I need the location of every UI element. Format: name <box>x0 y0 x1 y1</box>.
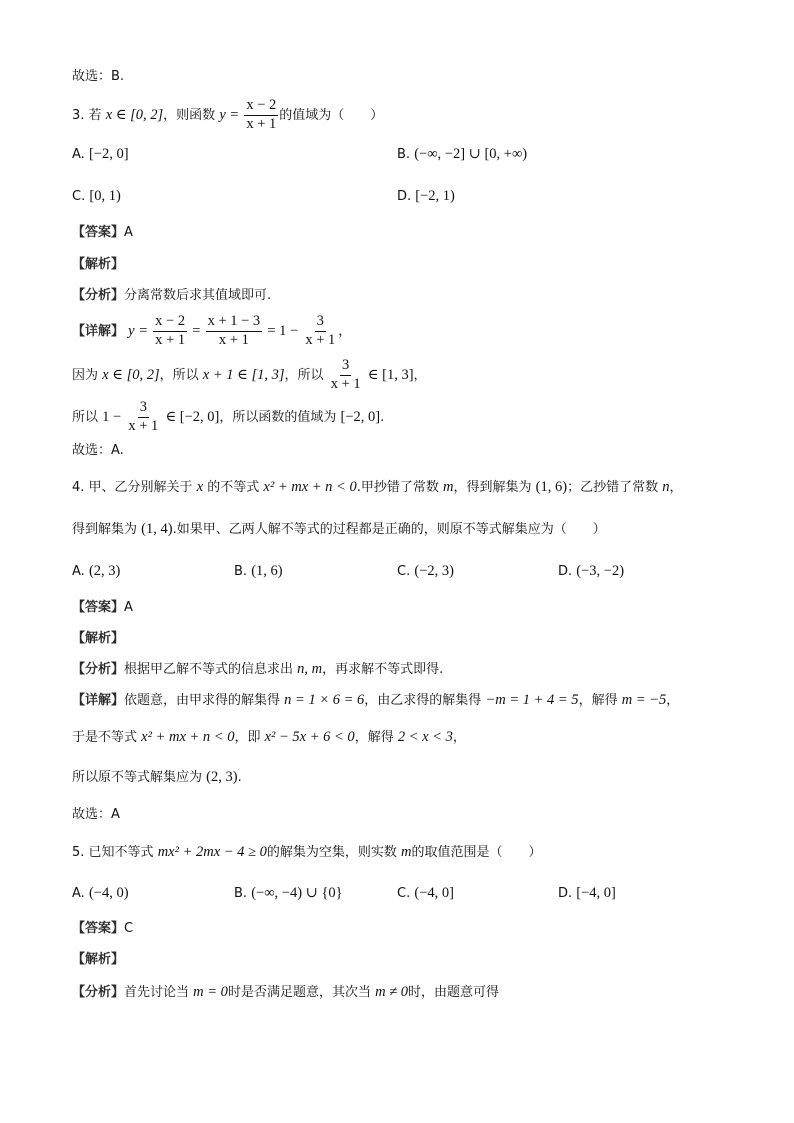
option-value: (−∞, −2] ∪ [0, +∞) <box>414 146 528 162</box>
q4-l1-t1: 4. 甲、乙分别解关于 <box>72 480 193 495</box>
xiangjie-tag: 【详解】 <box>72 693 125 708</box>
q5-ineq: mx² + 2mx − 4 ≥ 0 <box>157 844 267 860</box>
answer-tag: 【答案】 <box>72 600 125 615</box>
detail2-t2: ，即 <box>234 730 261 745</box>
q4-l1-t3: .甲抄错了常数 <box>356 480 439 495</box>
option-value: [−2, 1) <box>415 188 455 204</box>
step3-fraction <box>126 400 160 435</box>
analysis-tag: 【解析】 <box>72 952 125 967</box>
q5-t1: 5. 已知不等式 <box>72 845 154 860</box>
option-label: D. <box>397 189 412 204</box>
fenxi-m2: m ≠ 0 <box>375 984 409 1000</box>
q3-answer <box>72 226 133 239</box>
step3-t3: . <box>380 409 385 425</box>
fraction-num: 3 <box>138 400 149 418</box>
q3-fenxi <box>72 289 271 302</box>
fraction-den: x + 1 <box>305 331 336 348</box>
q3-func-lhs: y = <box>219 106 240 123</box>
option-label: C. <box>397 886 411 901</box>
q5-t3: 的取值范围是（ ） <box>411 845 542 860</box>
fenxi-t1: 首先讨论当 <box>124 985 190 1000</box>
q3-detail-step2 <box>72 358 427 393</box>
q5-option-b <box>234 886 343 901</box>
q5-fenxi <box>72 985 499 1000</box>
detail2-m3: 2 < x < 3 <box>397 729 453 745</box>
q3-func-num: x − 2 <box>244 98 278 116</box>
option-value: (−3, −2) <box>576 563 625 579</box>
fraction-den: x + 1 <box>218 331 249 348</box>
xiangjie-tag: 【详解】 <box>72 323 125 339</box>
option-label: B. <box>234 564 248 579</box>
q5-option-d <box>558 886 616 901</box>
option-value: [−4, 0] <box>576 885 616 901</box>
step1-eq2: = 1 − <box>267 322 299 339</box>
fenxi-t2: ，再求解不等式即得. <box>322 662 444 677</box>
detail1-t2: ，由乙求得的解集得 <box>364 693 482 708</box>
option-label: C. <box>72 189 86 204</box>
q3-detail-step1 <box>72 314 351 349</box>
step3-m3: [−2, 0] <box>340 408 381 425</box>
detail3-t2: . <box>237 770 242 785</box>
option-label: B. <box>397 147 411 162</box>
detail2-t4: ， <box>452 730 466 745</box>
option-label: D. <box>558 564 573 579</box>
option-value: (−2, 3) <box>414 563 454 579</box>
q4-l1-t6: ， <box>669 480 683 495</box>
q4-detail-3 <box>72 770 242 785</box>
fenxi-t1: 根据甲乙解不等式的信息求出 <box>124 662 294 677</box>
q4-l1-v3: n <box>662 479 670 495</box>
q4-detail-2 <box>72 730 466 745</box>
q3-func-den: x + 1 <box>246 115 277 132</box>
q3-mid: ，则函数 <box>163 107 216 123</box>
fraction-num: x + 1 − 3 <box>206 314 263 332</box>
fenxi-m1: m = 0 <box>193 984 228 1000</box>
fenxi-t3: 时，由题意可得 <box>408 985 500 1000</box>
option-label: A. <box>72 147 85 162</box>
fraction-num: 3 <box>340 358 351 376</box>
fenxi-tag: 【分析】 <box>72 985 125 1000</box>
q4-fenxi <box>72 662 443 677</box>
option-value: (−∞, −4) ∪ {0} <box>251 885 343 901</box>
step2-t2: ，所以 <box>159 367 199 383</box>
fraction-num: x − 2 <box>153 314 187 332</box>
q3-func-fraction <box>244 98 278 133</box>
step3-m1: 1 − <box>102 408 122 425</box>
q5-v1: m <box>401 844 412 860</box>
q3-stem <box>72 98 383 133</box>
option-value: [−2, 0] <box>88 146 129 162</box>
q5-analysis-heading <box>72 953 124 966</box>
answer-value: A <box>124 225 133 240</box>
step3-t1: 所以 <box>72 409 99 425</box>
detail3-t1: 所以原不等式解集应为 <box>72 770 203 785</box>
detail1-t3: ，解得 <box>578 693 618 708</box>
fraction-den: x + 1 <box>330 375 361 392</box>
q4-l2-t1: 得到解集为 <box>72 522 138 537</box>
q3-analysis-heading <box>72 258 124 271</box>
step3-m2: ∈ [−2, 0] <box>165 408 220 425</box>
q4-l1-s1: (1, 6) <box>535 479 568 495</box>
q5-option-c <box>397 886 454 901</box>
fraction-num: 3 <box>315 314 326 332</box>
detail1-t4: ， <box>666 693 680 708</box>
step1-fraction-2 <box>206 314 263 349</box>
q3-suffix: 的值域为（ ） <box>279 107 384 123</box>
analysis-tag: 【解析】 <box>72 631 125 646</box>
q3-prefix: 3. 若 <box>72 107 102 123</box>
q4-answer <box>72 601 133 614</box>
step1-end: ， <box>338 323 352 339</box>
q4-l1-t4: ，得到解集为 <box>453 480 532 495</box>
q3-detail-step3 <box>72 400 384 435</box>
fenxi-tag: 【分析】 <box>72 288 125 303</box>
step2-m1: x ∈ [0, 2] <box>102 366 160 383</box>
step2-m2: x + 1 ∈ [1, 3] <box>202 366 285 383</box>
answer-tag: 【答案】 <box>72 225 125 240</box>
option-value: (2, 3) <box>88 563 121 579</box>
q4-l2-t2: .如果甲、乙两人解不等式的过程都是正确的，则原不等式解集应为（ ） <box>172 522 606 537</box>
q4-stem-line1 <box>72 480 682 495</box>
option-label: C. <box>397 564 411 579</box>
step1-lhs: y = <box>128 322 149 339</box>
detail1-m1: n = 1 × 6 = 6 <box>284 692 365 708</box>
step2-t1: 因为 <box>72 367 99 383</box>
detail1-t1: 依题意，由甲求得的解集得 <box>124 693 281 708</box>
q4-option-c <box>397 564 454 579</box>
q4-option-d <box>558 564 624 579</box>
q2-conclusion: 故选：B. <box>72 69 125 84</box>
detail1-m3: m = −5 <box>621 692 667 708</box>
q3-option-b <box>397 147 527 162</box>
q5-answer <box>72 922 133 935</box>
q4-stem-line2 <box>72 522 606 537</box>
option-label: D. <box>558 886 573 901</box>
answer-value: A <box>124 600 133 615</box>
step1-fraction-3 <box>303 314 337 349</box>
detail2-t1: 于是不等式 <box>72 730 138 745</box>
fenxi-t2: 时是否满足题意，其次当 <box>227 985 371 1000</box>
step2-t4: ， <box>413 367 427 383</box>
q4-l1-ineq: x² + mx + n < 0 <box>263 479 357 495</box>
q4-option-a <box>72 564 120 579</box>
step1-fraction-1 <box>153 314 187 349</box>
option-value: (−4, 0) <box>88 885 129 901</box>
q5-option-a <box>72 886 129 901</box>
fenxi-tag: 【分析】 <box>72 662 125 677</box>
option-value: [0, 1) <box>89 188 121 204</box>
q3-conclusion: 故选：A. <box>72 443 124 458</box>
q3-condition: x ∈ [0, 2] <box>105 106 164 123</box>
option-value: (−4, 0] <box>414 885 454 901</box>
step2-fraction <box>329 358 363 393</box>
q4-option-b <box>234 564 283 579</box>
detail2-m2: x² − 5x + 6 < 0 <box>264 729 355 745</box>
q4-l1-v1: x <box>196 479 204 495</box>
option-value: (1, 6) <box>251 563 283 579</box>
q4-l2-s1: (1, 4) <box>141 521 173 537</box>
q4-conclusion: 故选：A <box>72 807 120 822</box>
q3-option-c <box>72 189 121 204</box>
detail2-t3: ，解得 <box>354 730 394 745</box>
detail1-m2: −m = 1 + 4 = 5 <box>485 692 579 708</box>
analysis-tag: 【解析】 <box>72 257 125 272</box>
q3-option-d <box>397 189 455 204</box>
q4-l1-t2: 的不等式 <box>207 480 260 495</box>
fraction-den: x + 1 <box>128 417 159 434</box>
q4-l1-v2: m <box>443 479 454 495</box>
step2-m3: ∈ [1, 3] <box>367 366 414 383</box>
answer-tag: 【答案】 <box>72 921 125 936</box>
q4-l1-t5: ；乙抄错了常数 <box>567 480 659 495</box>
step1-eq1: = <box>192 322 201 339</box>
option-label: A. <box>72 886 85 901</box>
detail2-m1: x² + mx + n < 0 <box>141 729 235 745</box>
detail3-m1: (2, 3) <box>206 769 238 785</box>
step3-t2: ，所以函数的值域为 <box>219 409 337 425</box>
fenxi-text: 分离常数后求其值域即可. <box>124 288 272 303</box>
q5-t2: 的解集为空集，则实数 <box>266 845 397 860</box>
q4-analysis-heading <box>72 632 124 645</box>
fraction-den: x + 1 <box>155 331 186 348</box>
q3-option-a <box>72 147 129 162</box>
q4-detail-1 <box>72 693 679 708</box>
answer-value: C <box>124 921 134 936</box>
step2-t3: ，所以 <box>284 367 324 383</box>
fenxi-vars: n, m <box>297 661 323 677</box>
q5-stem <box>72 845 542 860</box>
option-label: A. <box>72 564 85 579</box>
option-label: B. <box>234 886 248 901</box>
